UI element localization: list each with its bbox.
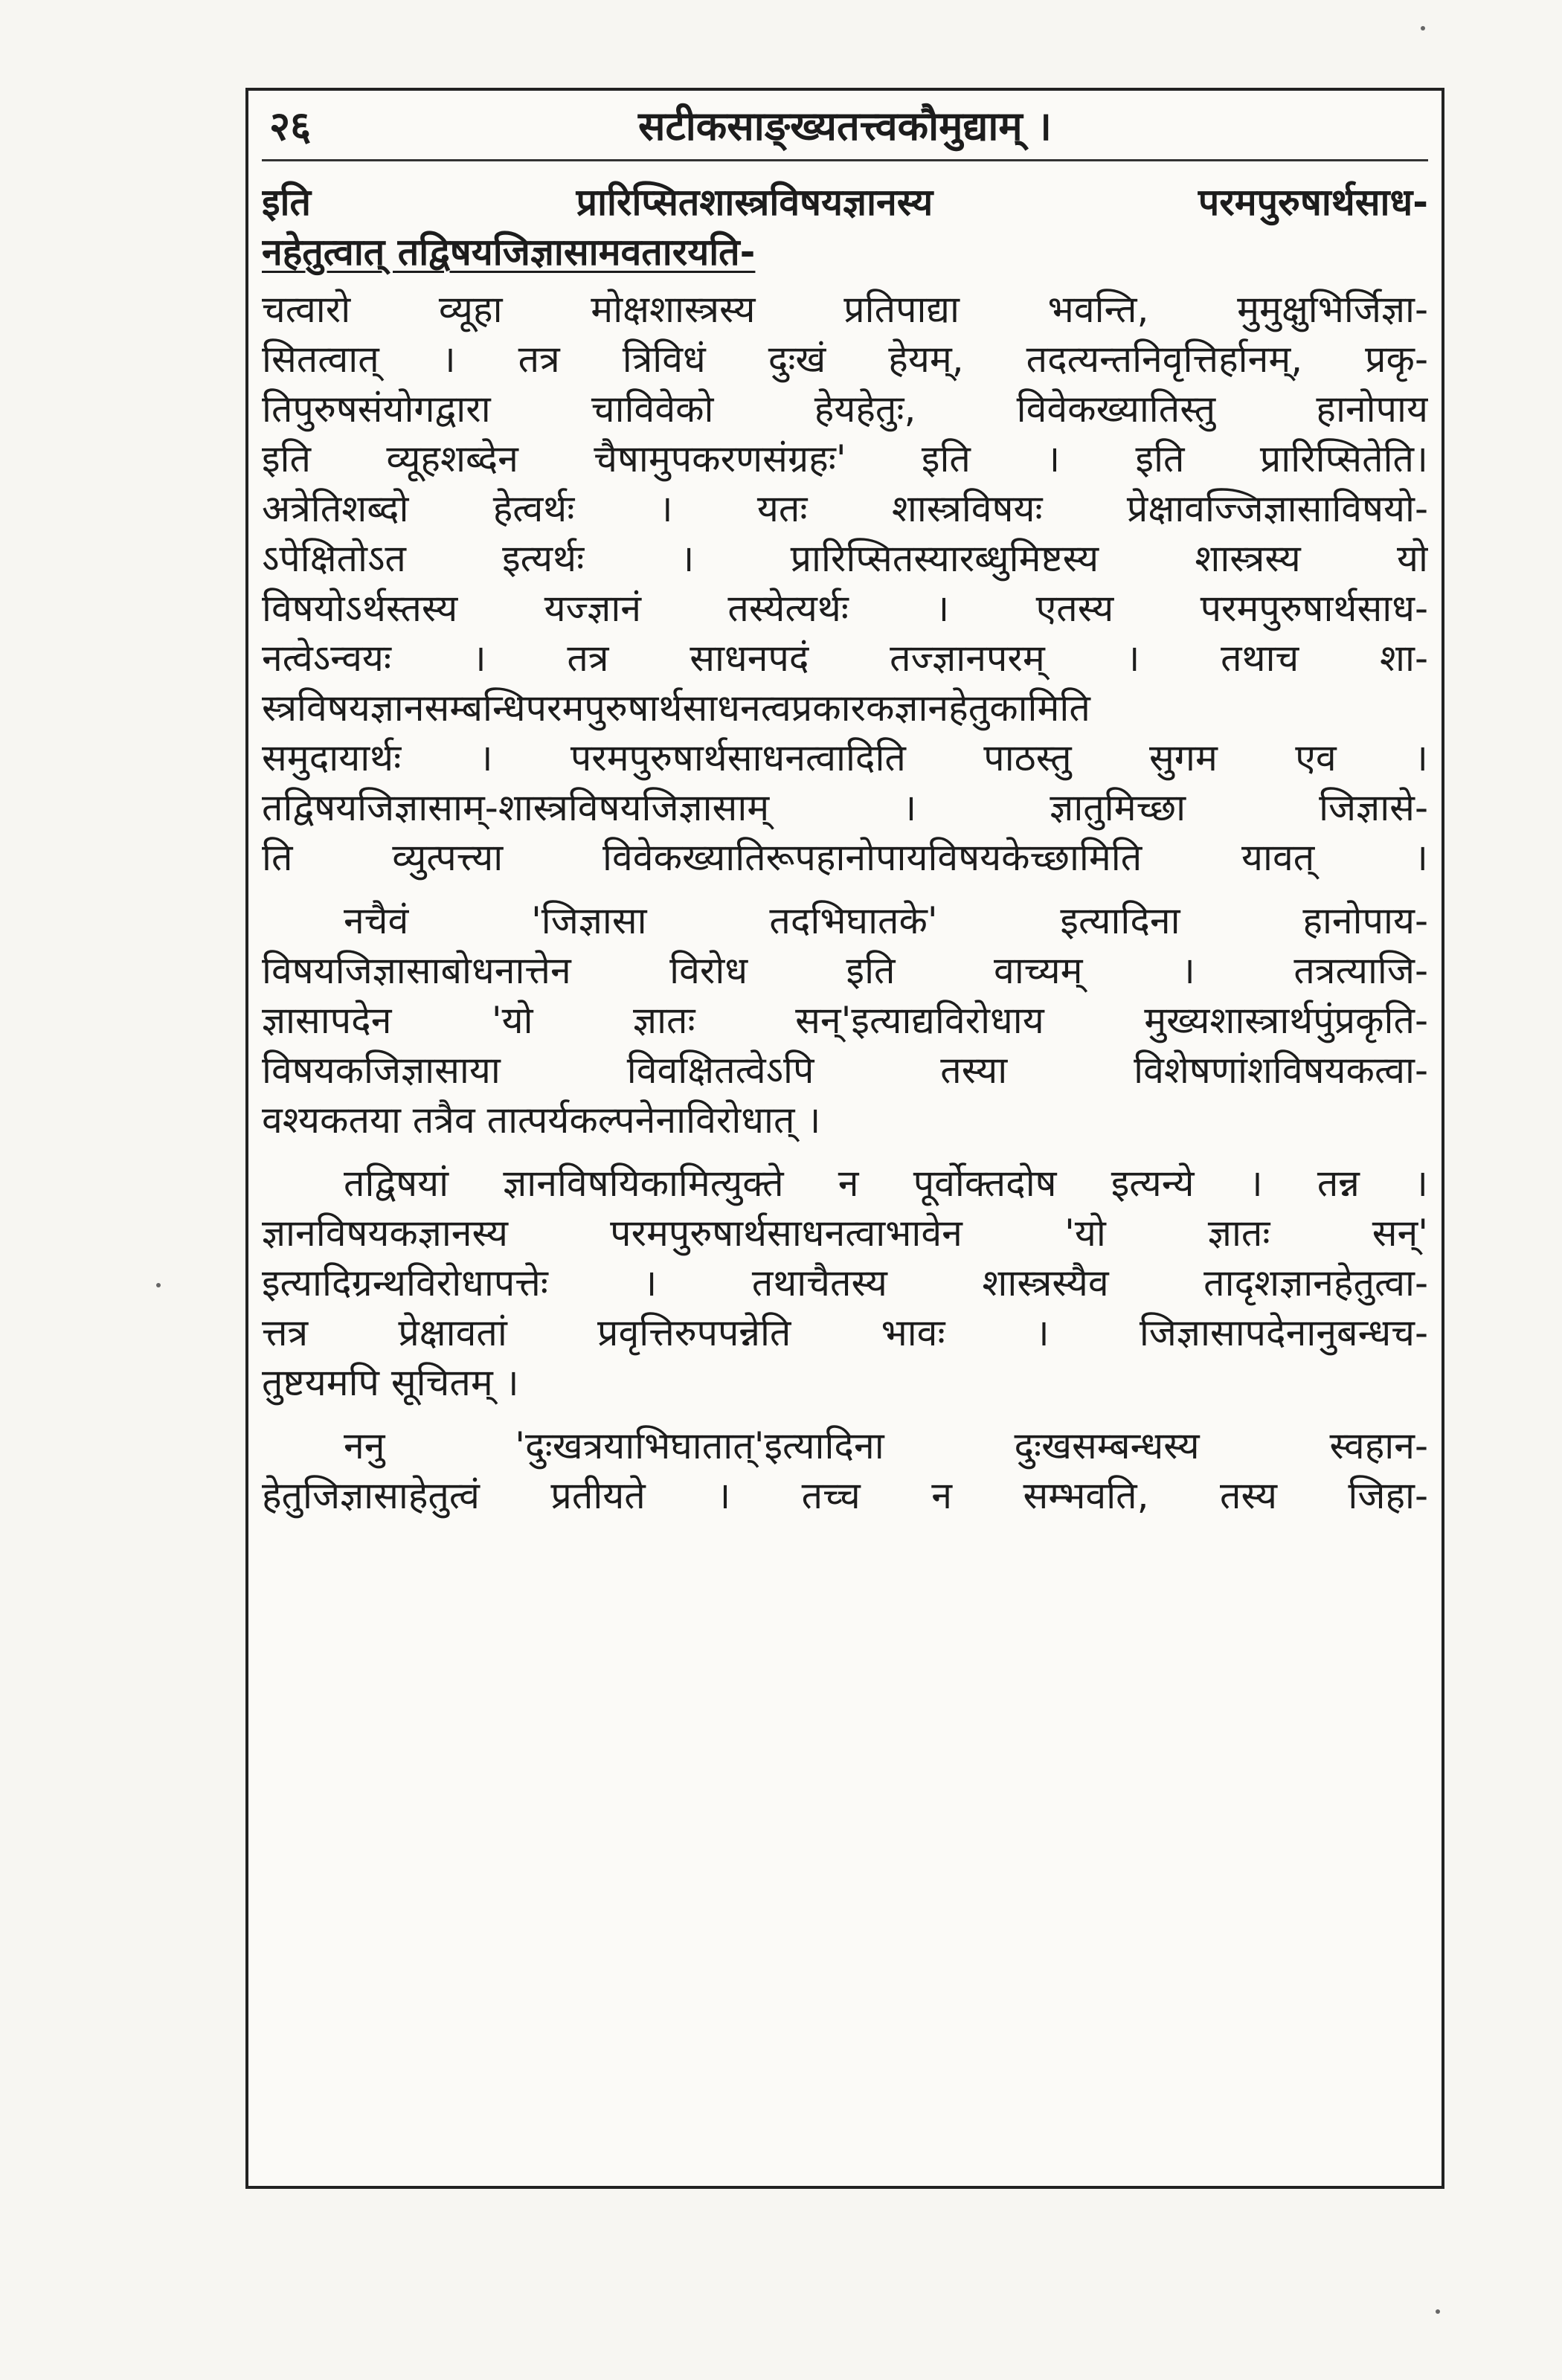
text-line-12: समुदायार्थः । परमपुरुषार्थसाधनत्वादिति पाठस्तु सुगम एव ।: [262, 736, 1428, 779]
text-line-2: नहेतुत्वात् तद्विषयजिज्ञासामवतारयति-: [262, 231, 756, 274]
page-frame: [245, 88, 1444, 2189]
text-line-16: विषयजिज्ञासाबोधनात्तेन विरोध इति वाच्यम् । तत्रत्याजि-: [262, 949, 1428, 992]
text-line-3: चत्वारो व्यूहा मोक्षशास्त्रस्य प्रतिपाद्या भवन्ति, मुमुक्षुभिर्जिज्ञा-: [262, 288, 1428, 331]
text-line-1: इति प्रारिप्सितशास्त्रविषयज्ञानस्य परमपुरुषार्थसाध-: [262, 181, 1428, 224]
text-line-17: ज्ञासापदेन 'यो ज्ञातः सन्'इत्याद्यविरोधाय मुख्यशास्त्रार्थपुंप्रकृति-: [262, 999, 1428, 1042]
text-line-5: तिपुरुषसंयोगद्वारा चाविवेको हेयहेतुः, विवेकख्यातिस्तु हानोपाय: [262, 387, 1428, 431]
text-line-10: नत्वेऽन्वयः । तत्र साधनपदं तज्ज्ञानपरम् । तथाच शा-: [262, 637, 1428, 680]
text-line-8: ऽपेक्षितोऽत इत्यर्थः । प्रारिप्सितस्यारब्धुमिष्टस्य शास्त्रस्य यो: [262, 537, 1428, 580]
text-line-4: सितत्वात् । तत्र त्रिविधं दुःखं हेयम्, तदत्यन्तनिवृत्तिर्हानम्, प्रकृ-: [262, 338, 1428, 381]
text-line-18: विषयकजिज्ञासाया विवक्षितत्वेऽपि तस्या विशेषणांशविषयकत्वा-: [262, 1049, 1428, 1092]
text-line-13: तद्विषयजिज्ञासाम्-शास्त्रविषयजिज्ञासाम् । ज्ञातुमिच्छा जिज्ञासे-: [262, 786, 1428, 829]
text-line-22: इत्यादिग्रन्थविरोधापत्तेः । तथाचैतस्य शास्त्रस्यैव तादृशज्ञानहेतुत्वा-: [262, 1261, 1428, 1305]
text-line-24: तुष्टयमपि सूचितम् ।: [262, 1361, 519, 1404]
margin-dot-left: [156, 1283, 161, 1287]
text-line-25: ननु 'दुःखत्रयाभिघातात्'इत्यादिना दुःखसम्बन्धस्य स्वहान-: [344, 1424, 1428, 1467]
page-number: २६: [269, 103, 312, 149]
page-header: [262, 91, 1428, 161]
text-line-6: इति व्यूहशब्देन चैषामुपकरणसंग्रहः' इति । इति प्रारिप्सितेति।: [262, 437, 1428, 480]
text-line-9: विषयोऽर्थस्तस्य यज्ज्ञानं तस्येत्यर्थः । एतस्य परमपुरुषार्थसाध-: [262, 587, 1428, 630]
text-line-7: अत्रेतिशब्दो हेत्वर्थः । यतः शास्त्रविषयः प्रेक्षावज्जिज्ञासाविषयो-: [262, 487, 1428, 530]
text-line-23: त्तत्र प्रेक्षावतां प्रवृत्तिरुपपन्नेति भावः । जिज्ञासापदेनानुबन्धच-: [262, 1311, 1428, 1354]
text-line-19: वश्यकतया तत्रैव तात्पर्यकल्पनेनाविरोधात् ।: [262, 1099, 821, 1142]
margin-dot-bottom: [1436, 2309, 1440, 2314]
page-title: सटीकसाङ्ख्यतत्त्वकौमुद्याम् ।: [638, 103, 1052, 149]
text-line-14: ति व्युत्पत्त्या विवेकख्यातिरूपहानोपायविषयकेच्छामिति यावत् ।: [262, 836, 1428, 879]
page-content: [248, 161, 1442, 1521]
text-line-15: नचैवं 'जिज्ञासा तदभिघातके' इत्यादिना हानोपाय-: [344, 899, 1428, 942]
text-line-21: ज्ञानविषयकज्ञानस्य परमपुरुषार्थसाधनत्वाभावेन 'यो ज्ञातः सन्': [262, 1212, 1428, 1255]
margin-dot-top: [1421, 26, 1425, 30]
text-line-20: तद्विषयां ज्ञानविषयिकामित्युक्ते न पूर्वोक्तदोष इत्यन्ये । तन्न ।: [344, 1162, 1428, 1205]
text-line-11: स्त्रविषयज्ञानसम्बन्धिपरमपुरुषार्थसाधनत्वप्रकारकज्ञानहेतुकामिति: [262, 686, 1090, 730]
text-line-26: हेतुजिज्ञासाहेतुत्वं प्रतीयते । तच्च न सम्भवति, तस्य जिहा-: [262, 1474, 1428, 1517]
